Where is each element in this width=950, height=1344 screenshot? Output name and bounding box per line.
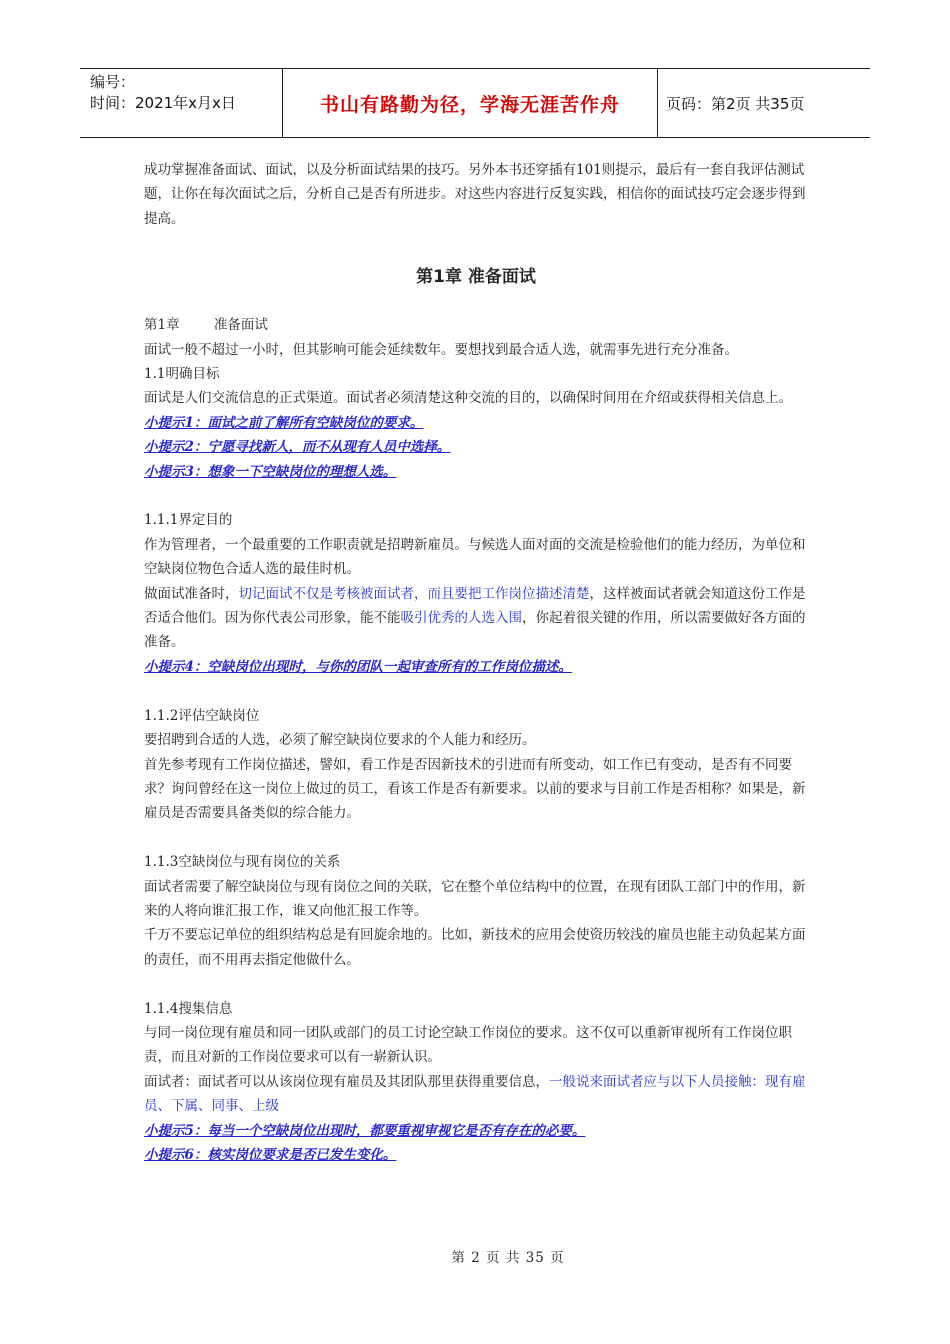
section-1-1-4-paragraph-1: 与同一岗位现有雇员和同一团队或部门的员工讨论空缺工作岗位的要求。这不仅可以重新审视所有工作岗位职责，而且对新的工作岗位要求可以有一崭新认识。 xyxy=(144,1024,792,1066)
tip-4-link[interactable]: 小提示4：空缺岗位出现时，与你的团队一起审查所有的工作岗位描述。 xyxy=(144,658,572,675)
document-date: 时间：2021年x月x日 xyxy=(90,94,236,112)
tip-5-link[interactable]: 小提示5：每当一个空缺岗位出现时，都要重视审视它是否有存在的必要。 xyxy=(144,1122,586,1139)
p2-text-a: 做面试准备时， xyxy=(144,585,239,602)
p2-text-lead: 面试者：面试者可以从该岗位现有雇员及其团队那里获得重要信息， xyxy=(144,1073,549,1090)
tip-1-link[interactable]: 小提示1：面试之前了解所有空缺岗位的要求。 xyxy=(144,414,424,431)
p2-highlight-a: 切记面试不仅是考核被面试者，而且要把工作岗位描述清楚 xyxy=(238,585,590,602)
tip-3-link[interactable]: 小提示3：想象一下空缺岗位的理想人选。 xyxy=(144,463,397,480)
p2-text-e: ，你起着很关键的作用，所以需要做好各方面的准备。 xyxy=(144,610,806,651)
section-heading-1-1-4: 1.1.4搜集信息 xyxy=(144,1000,233,1017)
section-1-1-text: 面试是人们交流信息的正式渠道。面试者必须清楚这种交流的目的，以确保时间用在介绍或获得相关信息上。 xyxy=(144,390,792,407)
tip-6-link[interactable]: 小提示6：核实岗位要求是否已发生变化。 xyxy=(144,1146,397,1163)
section-heading-1-1-3: 1.1.3空缺岗位与现有岗位的关系 xyxy=(144,854,341,871)
header-page-info: 页码：第2页 共35页 xyxy=(666,94,805,113)
chapter-title: 第1章 准备面试 xyxy=(416,267,536,288)
section-1-1-4-paragraph-2 xyxy=(144,1070,808,1119)
section-1-1-1-paragraph-2 xyxy=(144,582,808,655)
header-motto: 书山有路勤为径，学海无涯苦作舟 xyxy=(282,69,658,137)
p2-highlight-b: 吸引优秀的人选入围 xyxy=(400,610,522,627)
page-header xyxy=(80,68,870,138)
header-left-cell xyxy=(80,69,282,137)
section-1-1-3-paragraph-1: 面试者需要了解空缺岗位与现有岗位之间的关联，它在整个单位结构中的位置，在现有团队工部门中的作用，新来的人将向谁汇报工作，谁又向他汇报工作等。 xyxy=(144,878,806,919)
p2-contact-list: 一般说来面试者应与以下人员接触：现有雇员、下属、同事、上级 xyxy=(144,1073,806,1115)
section-1-1-2-paragraph-2: 首先参考现有工作岗位描述，譬如，看工作是否因新技术的引进而有所变动，如工作已有变动，是否有不同要求？询问曾经在这一岗位上做过的员工，看该工作是否有新要求。以前的要求与目前工作是否相称？如果是，新雇员是否需要具备类似的综合能力。 xyxy=(144,756,806,822)
document-body xyxy=(144,158,808,1167)
tip-2-link[interactable]: 小提示2：宁愿寻找新人，而不从现有人员中选择。 xyxy=(144,439,451,456)
section-1-1-1-paragraph-1: 作为管理者，一个最重要的工作职责就是招聘新雇员。与候选人面对面的交流是检验他们的能力经历，为单位和空缺岗位物色合适人选的最佳时机。 xyxy=(144,536,806,578)
p2-text-c: ，这样被面试者就会知道这份工作是否适合他们。因为你代表公司形象，能不能 xyxy=(144,585,806,627)
section-heading-1-1: 1.1明确目标 xyxy=(144,366,220,383)
section-heading-1-1-1: 1.1.1界定目的 xyxy=(144,512,233,529)
chapter-line: 第1章 准备面试 xyxy=(144,317,268,334)
document-number-label: 编号： xyxy=(90,73,136,91)
page-footer: 第 2 页 共 35 页 xyxy=(451,1250,565,1266)
section-1-1-3-paragraph-2: 千万不要忘记单位的组织结构总是有回旋余地的。比如，新技术的应用会使资历较浅的雇员也能主动负起某方面的责任，而不用再去指定他做什么。 xyxy=(144,927,806,968)
chapter-intro: 面试一般不超过一小时，但其影响可能会延续数年。要想找到最合适人选，就需事先进行充分准备。 xyxy=(144,341,738,358)
section-1-1-2-paragraph-1: 要招聘到合适的人选，必须了解空缺岗位要求的个人能力和经历。 xyxy=(144,732,536,749)
intro-paragraph: 成功掌握准备面试、面试，以及分析面试结果的技巧。另外本书还穿插有101则提示，最后有一套自我评估测试题，让你在每次面试之后，分析自己是否有所进步。对这些内容进行反复实践，相信你的面试技巧定会逐步得到提高。 xyxy=(144,162,806,227)
section-heading-1-1-2: 1.1.2评估空缺岗位 xyxy=(144,707,260,724)
